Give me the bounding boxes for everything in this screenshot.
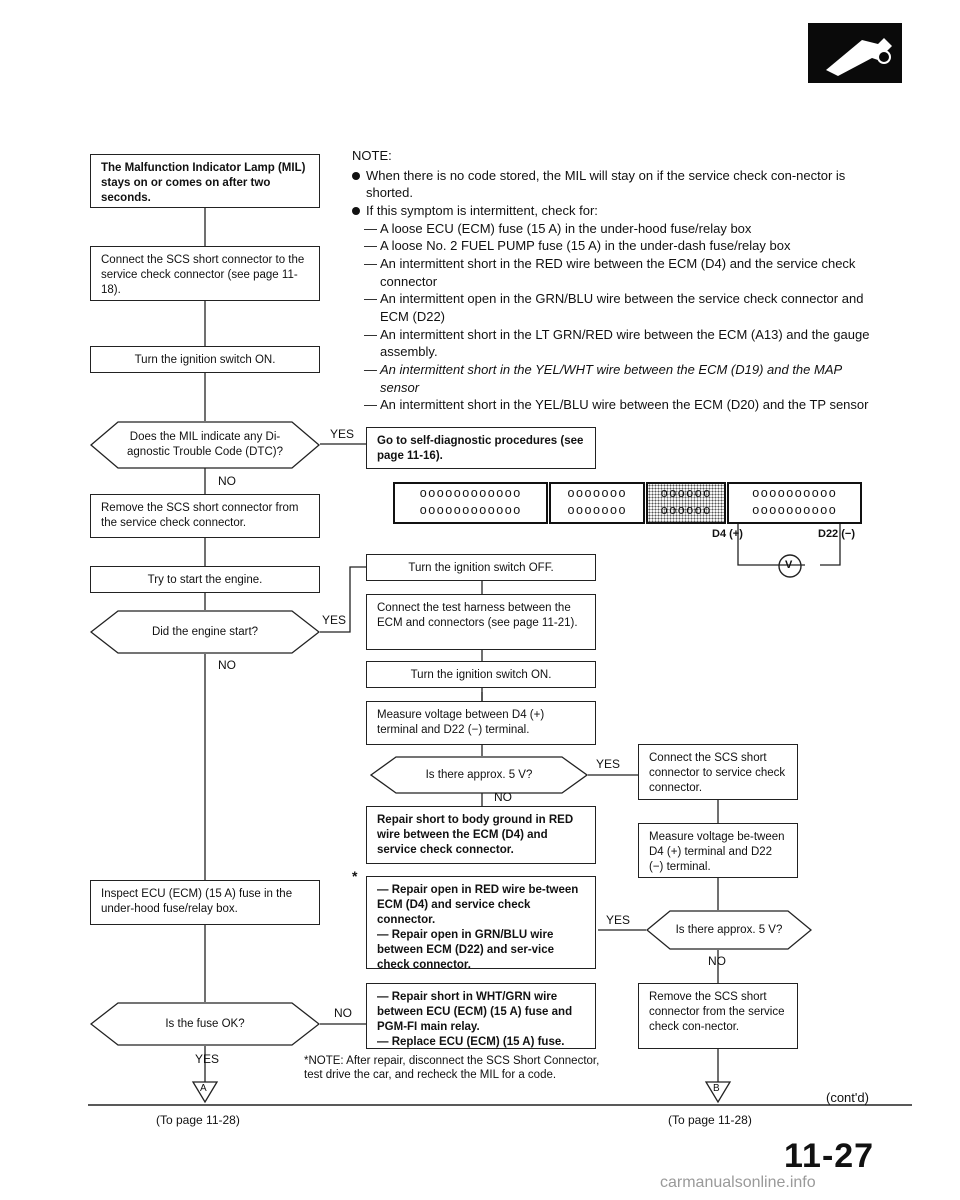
- terminal-d22-label: D22 (−): [818, 528, 855, 540]
- step-measure-voltage-2: Measure voltage be-tween D4 (+) terminal and D22 (−) terminal.: [638, 823, 798, 878]
- note-item: — A loose No. 2 FUEL PUMP fuse (15 A) in the under-dash fuse/relay box: [352, 237, 880, 255]
- label-yes-d1: YES: [330, 427, 355, 441]
- label-no-d4: NO: [494, 790, 512, 804]
- step-ignition-on: Turn the ignition switch ON.: [90, 346, 320, 373]
- label-no-d2: NO: [218, 658, 236, 672]
- footnote-star: *: [352, 868, 358, 884]
- step-start-engine: Try to start the engine.: [90, 566, 320, 593]
- decision-mil-dtc: Does the MIL indicate any Di-agnostic Trouble Code (DTC)?: [90, 421, 320, 469]
- label-yes-d3: YES: [195, 1052, 220, 1066]
- step-inspect-fuse: Inspect ECU (ECM) (15 A) fuse in the under-hood fuse/relay box.: [90, 880, 320, 925]
- note-item: — An intermittent short in the RED wire between the ECM (D4) and the service check connector: [352, 255, 880, 290]
- note-item: — A loose ECU (ECM) fuse (15 A) in the under-hood fuse/relay box: [352, 220, 880, 238]
- watermark: carmanualsonline.info: [660, 1174, 816, 1191]
- step-measure-voltage: Measure voltage between D4 (+) terminal and D22 (−) terminal.: [366, 701, 596, 745]
- offpage-connector-a: A: [200, 1083, 207, 1094]
- note-item: — An intermittent open in the GRN/BLU wire between the service check connector and ECM (D22): [352, 290, 880, 325]
- step-mil-stays-on: The Malfunction Indicator Lamp (MIL) stays on or comes on after two seconds.: [90, 154, 320, 208]
- decision-5v-b: Is there approx. 5 V?: [646, 910, 812, 950]
- connector-block-4: oooooooooo oooooooooo: [727, 482, 862, 524]
- page-number: 11-27: [784, 1137, 875, 1175]
- label-no-d3: NO: [334, 1006, 352, 1020]
- connector-block-2: ooooooo ooooooo: [549, 482, 645, 524]
- label-no-d1: NO: [218, 474, 236, 488]
- continued-label: (cont'd): [826, 1090, 869, 1105]
- step-remove-scs: Remove the SCS short connector from the service check connector.: [90, 494, 320, 538]
- voltmeter-symbol: V: [785, 559, 793, 571]
- note-item: — An intermittent short in the YEL/BLU wire between the ECM (D20) and the TP sensor: [352, 396, 880, 414]
- step-self-diagnostic: Go to self-diagnostic procedures (see page 11-16).: [366, 427, 596, 469]
- footnote: *NOTE: After repair, disconnect the SCS Short Connector, test drive the car, and recheck the MIL for a code.: [304, 1055, 600, 1082]
- note-item: — An intermittent short in the LT GRN/RED wire between the ECM (A13) and the gauge assembly.: [352, 326, 880, 361]
- to-page-b: (To page 11-28): [668, 1113, 752, 1127]
- label-yes-d5: YES: [606, 913, 631, 927]
- terminal-d4-label: D4 (+): [712, 528, 743, 540]
- step-repair-open: — Repair open in RED wire be-tween ECM (D4) and service check connector. — Repair open in GRN/BLU wire between ECM (D22) and ser-vice check connector.: [366, 876, 596, 969]
- step-remove-scs-2: Remove the SCS short connector from the service check con-nector.: [638, 983, 798, 1049]
- step-connect-scs: Connect the SCS short connector to the service check connector (see page 11-18).: [90, 246, 320, 301]
- step-ignition-off: Turn the ignition switch OFF.: [366, 554, 596, 581]
- to-page-a: (To page 11-28): [156, 1113, 240, 1127]
- note-title: NOTE:: [352, 148, 392, 163]
- step-ignition-on-2: Turn the ignition switch ON.: [366, 661, 596, 688]
- step-repair-short-red: Repair short to body ground in RED wire between the ECM (D4) and service check connector.: [366, 806, 596, 864]
- connector-block-3: oooooo oooooo: [646, 482, 726, 524]
- note-bullet-2: If this symptom is intermittent, check for:: [352, 202, 880, 220]
- label-yes-d4: YES: [596, 757, 621, 771]
- step-connect-test-harness: Connect the test harness between the ECM and connectors (see page 11-21).: [366, 594, 596, 650]
- decision-fuse-ok: Is the fuse OK?: [90, 1002, 320, 1046]
- label-no-d5: NO: [708, 954, 726, 968]
- note-block: [352, 147, 880, 414]
- header-emblem: [808, 23, 902, 83]
- step-connect-scs-2: Connect the SCS short connector to service check connector.: [638, 744, 798, 800]
- note-item: — An intermittent short in the YEL/WHT wire between the ECM (D19) and the MAP sensor: [352, 361, 880, 396]
- connector-block-1: oooooooooooo oooooooooooo: [393, 482, 548, 524]
- decision-5v-a: Is there approx. 5 V?: [370, 756, 588, 794]
- offpage-connector-b: B: [713, 1083, 720, 1094]
- note-bullet-1: When there is no code stored, the MIL will stay on if the service check con-nector is shorted.: [352, 167, 880, 202]
- decision-engine-start: Did the engine start?: [90, 610, 320, 654]
- label-yes-d2: YES: [322, 613, 347, 627]
- step-repair-short-wht-grn: — Repair short in WHT/GRN wire between ECU (ECM) (15 A) fuse and PGM-FI main relay. — Replace ECU (ECM) (15 A) fuse.: [366, 983, 596, 1049]
